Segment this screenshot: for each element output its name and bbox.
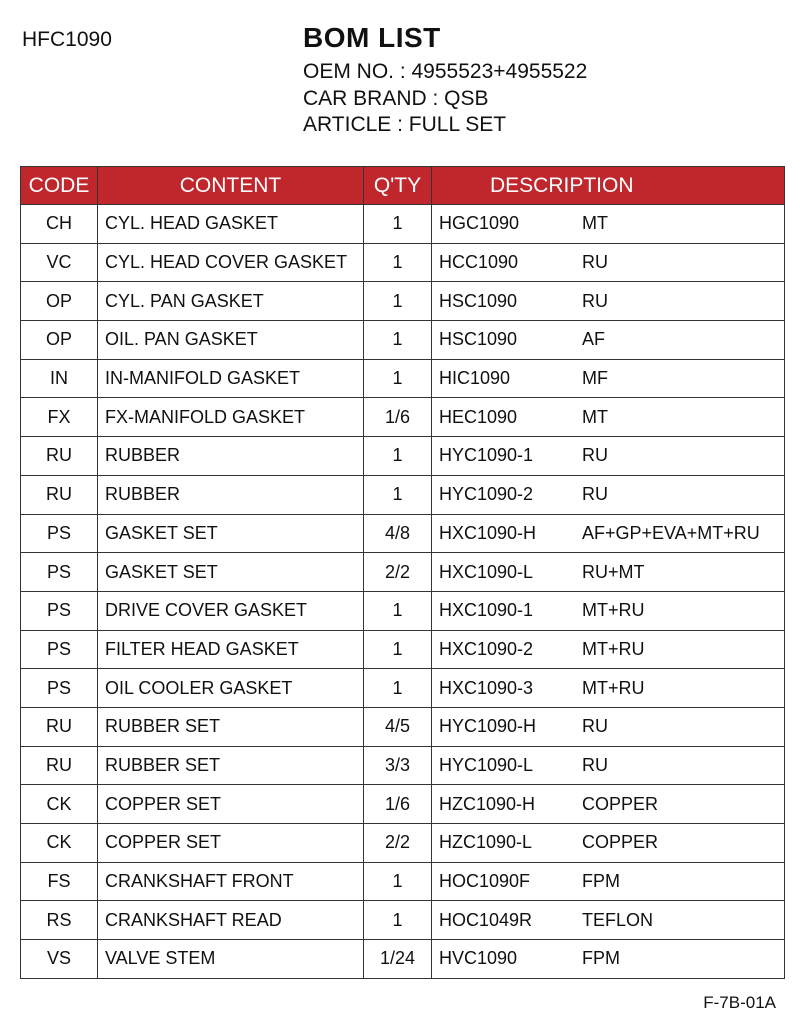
cell-content: RUBBER SET [98,746,364,785]
table-row [21,359,785,398]
material: COPPER [582,793,659,814]
cell-content: GASKET SET [98,514,364,553]
material: FPM [582,948,620,969]
cell-content: OIL. PAN GASKET [98,321,364,360]
cell-code: VC [21,243,98,282]
cell-content: FILTER HEAD GASKET [98,630,364,669]
column-header-content: CONTENT [98,167,364,205]
cell-content: CRANKSHAFT READ [98,901,364,940]
cell-description [432,940,785,979]
cell-description [432,862,785,901]
table-row [21,398,785,437]
material: RU [582,484,608,505]
cell-qty: 1 [364,591,432,630]
table-row [21,746,785,785]
material: MT+RU [582,600,645,621]
cell-code: CK [21,785,98,824]
cell-description [432,824,785,863]
cell-content: COPPER SET [98,785,364,824]
material: RU [582,716,608,737]
table-row [21,862,785,901]
table-row [21,669,785,708]
part-number: HXC1090-3 [439,677,534,698]
part-number: HVC1090 [439,948,518,969]
cell-description [432,746,785,785]
cell-code: OP [21,321,98,360]
table-row [21,824,785,863]
part-number: HCC1090 [439,252,519,273]
material: AF+GP+EVA+MT+RU [582,522,760,543]
part-number: HYC1090-2 [439,484,534,505]
cell-qty: 1 [364,205,432,244]
material: MT+RU [582,638,645,659]
cell-qty: 1 [364,437,432,476]
table-row [21,785,785,824]
table-row [21,630,785,669]
column-header-code: CODE [21,167,98,205]
document-code: F-7B-01A [703,993,776,1012]
cell-description [432,707,785,746]
cell-qty: 1 [364,282,432,321]
cell-qty: 1/6 [364,785,432,824]
part-number: HYC1090-L [439,754,534,775]
material: RU [582,290,608,311]
part-number: HXC1090-1 [439,600,534,621]
cell-code: FX [21,398,98,437]
cell-description [432,243,785,282]
cell-description [432,514,785,553]
cell-qty: 4/8 [364,514,432,553]
table-row [21,282,785,321]
table-row [21,514,785,553]
cell-code: OP [21,282,98,321]
part-number: HIC1090 [439,368,511,389]
cell-content: DRIVE COVER GASKET [98,591,364,630]
part-number: HOC1090F [439,871,531,892]
part-number: HXC1090-2 [439,638,534,659]
material: AF [582,329,606,350]
material: RU+MT [582,561,645,582]
cell-content: FX-MANIFOLD GASKET [98,398,364,437]
bom-table [20,166,785,979]
cell-content: CYL. HEAD COVER GASKET [98,243,364,282]
cell-description [432,591,785,630]
cell-content: RUBBER [98,475,364,514]
material: TEFLON [582,909,654,930]
column-header-qty: Q'TY [364,167,432,205]
table-row [21,591,785,630]
cell-description [432,901,785,940]
cell-qty: 1 [364,669,432,708]
table-row [21,707,785,746]
material: FPM [582,871,620,892]
cell-description [432,282,785,321]
cell-content: CYL. HEAD GASKET [98,205,364,244]
material: MT [582,406,608,427]
table-row [21,940,785,979]
cell-code: RU [21,437,98,476]
cell-qty: 2/2 [364,824,432,863]
cell-code: IN [21,359,98,398]
material: MT [582,213,608,234]
cell-qty: 1 [364,321,432,360]
table-header-row [21,167,785,205]
cell-description [432,437,785,476]
cell-code: CH [21,205,98,244]
cell-description [432,785,785,824]
cell-qty: 3/3 [364,746,432,785]
table-row [21,475,785,514]
model-code: HFC1090 [22,28,112,51]
table-row [21,243,785,282]
cell-code: PS [21,630,98,669]
cell-qty: 1 [364,475,432,514]
cell-qty: 1/24 [364,940,432,979]
cell-content: IN-MANIFOLD GASKET [98,359,364,398]
cell-code: RS [21,901,98,940]
part-number: HGC1090 [439,213,520,234]
cell-qty: 4/5 [364,707,432,746]
page-title: BOM LIST [303,22,441,53]
material: COPPER [582,832,659,853]
cell-qty: 1 [364,243,432,282]
cell-description [432,553,785,592]
part-number: HSC1090 [439,329,518,350]
table-row [21,553,785,592]
cell-description [432,398,785,437]
cell-code: PS [21,553,98,592]
cell-code: FS [21,862,98,901]
cell-code: PS [21,514,98,553]
cell-description [432,205,785,244]
part-number: HZC1090-L [439,832,533,853]
cell-qty: 1 [364,862,432,901]
column-header-description: DESCRIPTION [432,167,785,205]
oem-number: OEM NO. : 4955523+4955522 [303,60,588,83]
cell-description [432,475,785,514]
cell-description [432,359,785,398]
cell-code: VS [21,940,98,979]
material: MT+RU [582,677,645,698]
cell-content: CRANKSHAFT FRONT [98,862,364,901]
cell-qty: 1 [364,901,432,940]
cell-description [432,630,785,669]
cell-code: RU [21,475,98,514]
cell-qty: 1/6 [364,398,432,437]
part-number: HXC1090-L [439,561,534,582]
cell-code: RU [21,746,98,785]
cell-description [432,321,785,360]
cell-content: RUBBER SET [98,707,364,746]
cell-code: PS [21,591,98,630]
car-brand: CAR BRAND : QSB [303,87,489,110]
table-row [21,437,785,476]
material: MF [582,368,608,389]
cell-code: RU [21,707,98,746]
part-number: HSC1090 [439,290,518,311]
part-number: HYC1090-H [439,716,537,737]
table-row [21,901,785,940]
cell-code: CK [21,824,98,863]
material: RU [582,445,608,466]
cell-content: CYL. PAN GASKET [98,282,364,321]
cell-description [432,669,785,708]
cell-content: OIL COOLER GASKET [98,669,364,708]
cell-content: COPPER SET [98,824,364,863]
part-number: HYC1090-1 [439,445,534,466]
cell-qty: 1 [364,630,432,669]
part-number: HXC1090-H [439,522,537,543]
cell-content: RUBBER [98,437,364,476]
cell-content: GASKET SET [98,553,364,592]
cell-qty: 1 [364,359,432,398]
material: RU [582,754,608,775]
table-row [21,321,785,360]
cell-code: PS [21,669,98,708]
part-number: HOC1049R [439,909,533,930]
part-number: HZC1090-H [439,793,536,814]
table-row [21,205,785,244]
cell-content: VALVE STEM [98,940,364,979]
cell-qty: 2/2 [364,553,432,592]
part-number: HEC1090 [439,406,518,427]
article: ARTICLE : FULL SET [303,113,507,136]
material: RU [582,252,608,273]
